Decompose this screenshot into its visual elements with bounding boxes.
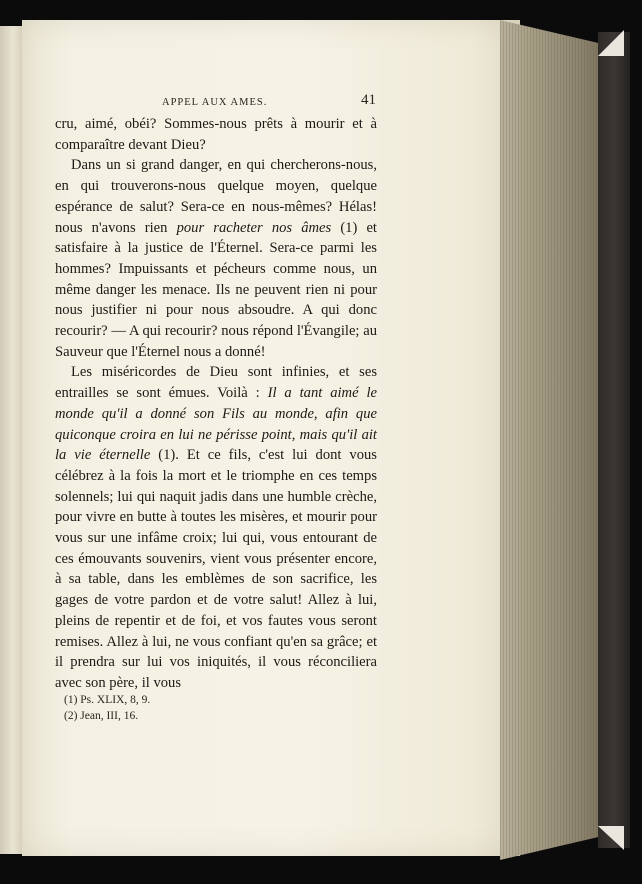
italic-text: Il a tant aimé le monde qu'il a donné son Fils au monde, afin que quiconque croira en lui ne périsse point, mais qu'il ait la vie éternelle [55,385,377,464]
body-text [55,114,377,694]
page-number: 41 [361,92,376,108]
text-run: Dans un si grand danger, en qui chercherons-nous, en qui trouverons-nous quelque moyen, quelque espérance de salut? Sera-ce en nous-mêmes? Hélas! nous n'avons rien [55,157,377,236]
footnote: (2) Jean, III, 16. [64,710,139,722]
page-fore-edge [500,20,608,860]
running-header [162,92,376,112]
book-cover-edge [598,32,630,848]
text-run: Les miséricordes de Dieu sont infinies, et ses entrailles se sont émues. Voilà : [55,364,377,402]
paragraph [55,155,377,362]
text-run: (1). Et ce fils, c'est lui dont vous célébrez à la fois la mort et le triomphe en ces temps solennels; lui qui naquit jadis dans une humble crèche, pour vivre en butte à toutes les misères, et mourir pour vous sur une infâme croix; lui qui, vous entourant de ces émouvants souvenirs, vient vous présenter encore, à sa table, dans les emblèmes de son sacrifice, les gages de votre pardon et de votre salut! Allez à lui, pleins de repentir et de foi, et vos fautes vous seront remises. Allez à lui, ne vous confiant qu'en sa grâce; et il prendra sur lui vos iniquités, il vous réconciliera avec son père, il vous [55,447,377,691]
italic-text: pour racheter nos âmes [176,219,332,236]
left-page-edge [0,26,23,854]
running-title: APPEL AUX AMES. [162,97,268,108]
footnotes [64,692,264,724]
paragraph [55,362,377,693]
text-run: (1) et satisfaire à la justice de l'Éternel. Sera-ce parmi les hommes? Impuissants et pécheurs comme nous, un même danger les menace. Ils ne peuvent rien ni pour nous justifier ni pour nous absoudre. A qui donc recourir? — A qui recourir? nous répond l'Évangile; au Sauveur que l'Éternel nous a donné! [55,219,377,360]
footnote: (1) Ps. XLIX, 8, 9. [64,694,151,706]
text-run: cru, aimé, obéi? Sommes-nous prêts à mourir et à comparaître devant Dieu? [55,116,377,153]
paragraph [55,114,377,155]
